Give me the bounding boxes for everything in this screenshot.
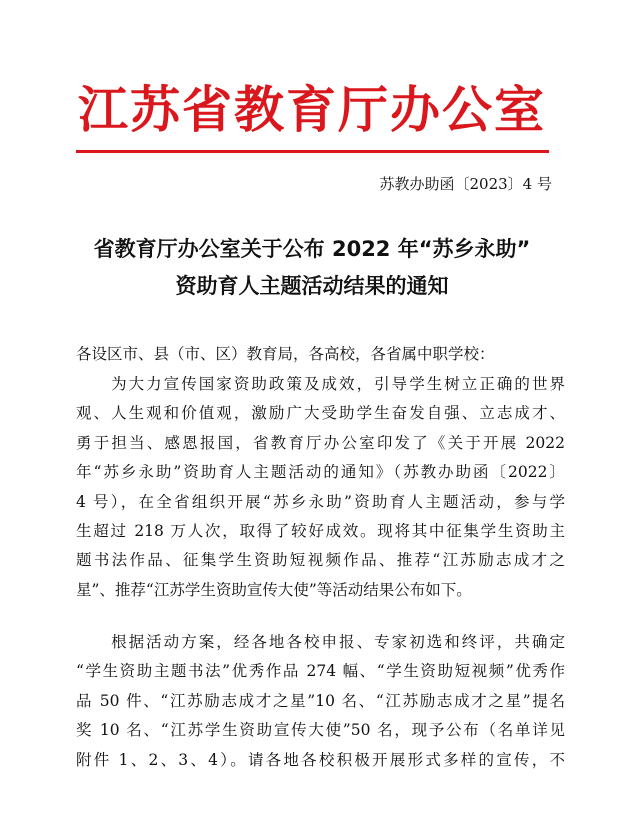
notice-title-line-1: 省教育厅办公室关于公布 2022 年“苏乡永助”	[93, 237, 531, 261]
paragraph-line: 奖 10 名、“江苏学生资助宣传大使”50 名，现予公布（名单详见	[76, 721, 565, 740]
paragraph-line: 为大力宣传国家资助政策及成效，引导学生树立正确的世界	[76, 375, 565, 393]
paragraph-line: 星”、推荐“江苏学生资助宣传大使”等活动结果公布如下。	[76, 580, 472, 599]
paragraph-line: 题书法作品、征集学生资助短视频作品、推荐“江苏励志成才之	[76, 551, 565, 570]
paragraph-2	[76, 628, 565, 775]
salutation-line: 各设区市、县（市、区）教育局，各高校，各省属中职学校：	[76, 345, 495, 363]
masthead-title: 江苏省教育厅办公室	[78, 80, 546, 139]
paragraph-line: 年“苏乡永助”资助育人主题活动的通知》（苏教办助函〔2022〕	[76, 463, 565, 482]
paragraph-line: 附件 1、2、3、4）。请各地各校积极开展形式多样的宣传，不	[76, 750, 565, 769]
salutation	[76, 340, 565, 369]
paragraph-line: 根据活动方案，经各地各校申报、专家初选和终评，共确定	[76, 633, 565, 651]
paragraph-line: “学生资助主题书法”优秀作品 274 幅、“学生资助短视频”优秀作	[76, 662, 565, 681]
notice-title	[60, 231, 564, 305]
red-divider-rule	[76, 150, 549, 153]
paragraph-line: 勇于担当、感恩报国，省教育厅办公室印发了《关于开展 2022	[76, 433, 565, 452]
paragraph-line: 品 50 件、“江苏励志成才之星”10 名、“江苏励志成才之星”提名	[76, 691, 565, 710]
paragraph-1	[76, 370, 565, 605]
paragraph-line: 生超过 218 万人次，取得了较好成效。现将其中征集学生资助主	[76, 522, 565, 541]
notice-title-line-2: 资助育人主题活动结果的通知	[175, 274, 449, 298]
document-number: 苏教办助函〔2023〕4 号	[379, 175, 552, 193]
paragraph-line: 4 号），在全省组织开展“苏乡永助”资助育人主题活动，参与学	[76, 492, 565, 511]
paragraph-line: 观、人生观和价值观，激励广大受助学生奋发自强、立志成才、	[76, 404, 565, 423]
